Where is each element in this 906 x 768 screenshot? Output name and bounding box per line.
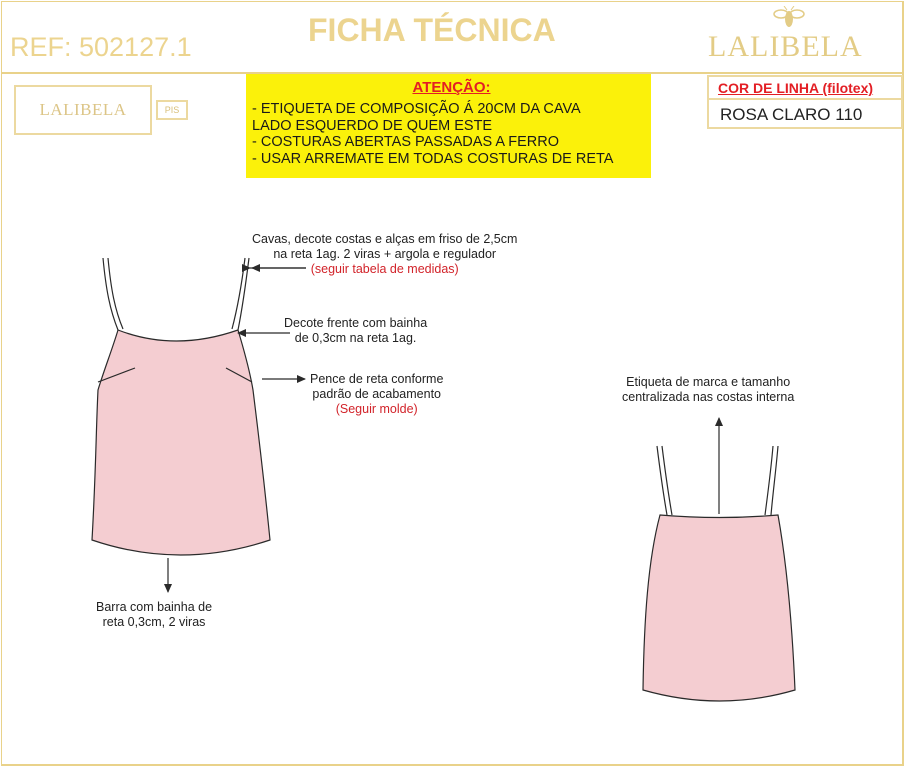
label-brand-text: LALIBELA bbox=[39, 100, 127, 119]
attention-line: LADO ESQUERDO DE QUEM ESTE bbox=[252, 117, 493, 134]
attention-title: ATENÇÃO: bbox=[412, 79, 491, 96]
note-etiqueta bbox=[622, 375, 794, 405]
note-barra-line1: Barra com bainha de bbox=[96, 600, 213, 614]
attention-line: - USAR ARREMATE EM TODAS COSTURAS DE RETA bbox=[252, 150, 614, 167]
back-strap-left bbox=[657, 446, 667, 515]
front-strap-left bbox=[103, 258, 118, 330]
note-cavas-line1: Cavas, decote costas e alças em friso de 2,5cm bbox=[252, 232, 518, 246]
note-etiqueta-line1: Etiqueta de marca e tamanho bbox=[626, 375, 791, 389]
note-pence bbox=[310, 372, 443, 417]
note-decote bbox=[284, 316, 427, 346]
note-barra-line2: reta 0,3cm, 2 viras bbox=[102, 615, 206, 629]
pis-tag: PIS bbox=[156, 100, 188, 120]
note-decote-line2: de 0,3cm na reta 1ag. bbox=[294, 331, 417, 345]
thread-color-title: COR DE LINHA (filotex) bbox=[718, 80, 874, 96]
brand-logo: LALIBELA bbox=[708, 30, 863, 63]
note-pence-line2: padrão de acabamento bbox=[312, 387, 441, 401]
note-barra bbox=[96, 600, 212, 630]
attention-line: - ETIQUETA DE COMPOSIÇÃO Á 20CM DA CAVA bbox=[252, 101, 581, 117]
front-strap-right bbox=[232, 258, 245, 329]
front-body bbox=[92, 330, 270, 555]
page-title: FICHA TÉCNICA bbox=[308, 12, 556, 48]
reference-code: REF: 502127.1 bbox=[10, 32, 192, 62]
note-pence-line3: (Seguir molde) bbox=[335, 402, 418, 416]
note-etiqueta-line2: centralizada nas costas interna bbox=[622, 390, 795, 404]
note-pence-line1: Pence de reta conforme bbox=[310, 372, 444, 386]
note-cavas-line3: (seguir tabela de medidas) bbox=[310, 262, 459, 276]
attention-line: - COSTURAS ABERTAS PASSADAS A FERRO bbox=[252, 134, 559, 150]
note-cavas bbox=[252, 232, 517, 277]
back-strap-left-inner bbox=[662, 446, 672, 515]
note-decote-line1: Decote frente com bainha bbox=[284, 316, 428, 330]
back-body bbox=[643, 515, 795, 701]
front-strap-left-inner bbox=[108, 258, 123, 329]
thread-color-value: ROSA CLARO 110 bbox=[720, 105, 863, 124]
front-garment-drawing bbox=[92, 258, 270, 555]
note-cavas-line2: na reta 1ag. 2 viras + argola e regulador bbox=[273, 247, 497, 261]
